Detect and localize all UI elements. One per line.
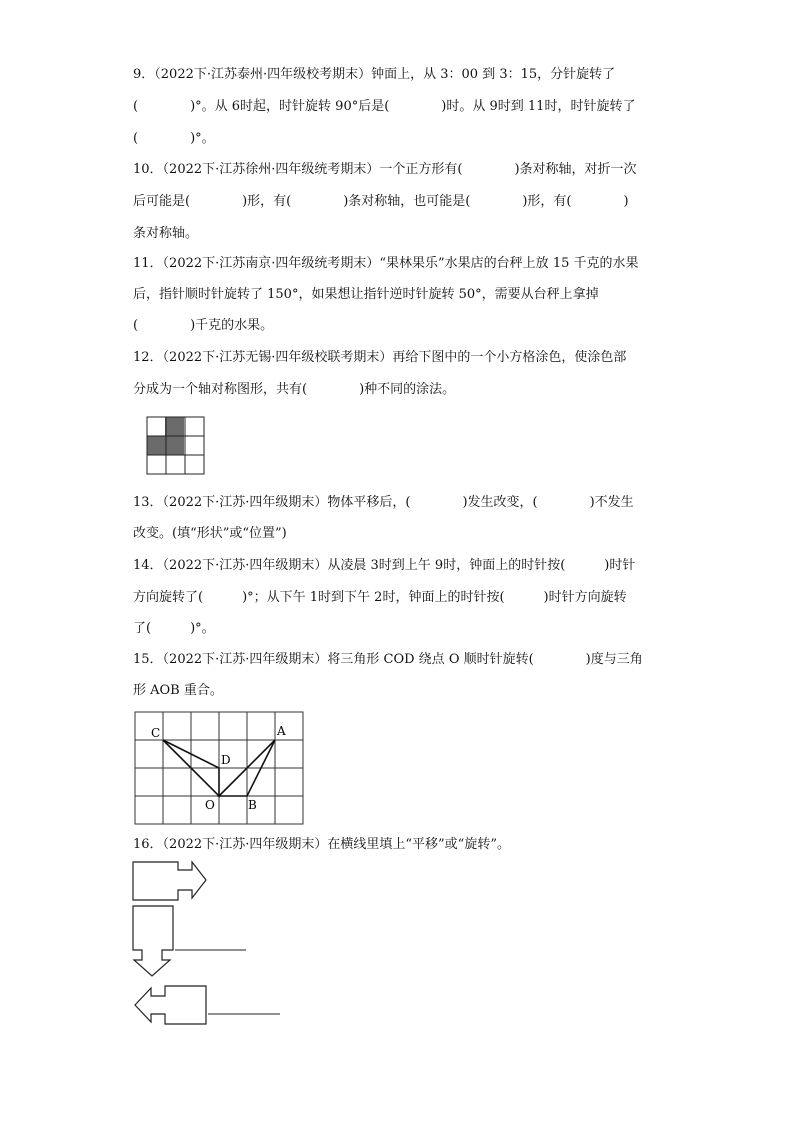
q16-movement-figures — [130, 858, 290, 1030]
q11-line-2: 后，指针顺时针旋转了 150°，如果想让指针逆时针旋转 50°，需要从台秤上拿掉 — [133, 287, 599, 302]
label-b: B — [248, 798, 257, 812]
shaded-cell-top-middle — [165, 417, 184, 436]
q9-line-2: ( )°。从 6时起，时针旋转 90°后是( )时。从 9时到 11时，时针旋转了 — [133, 99, 636, 114]
shape-rectangle-right-arrow — [133, 862, 206, 900]
shape-rectangle-left-arrow — [135, 986, 206, 1024]
label-d: D — [221, 753, 231, 767]
q15-line-2: 形 AOB 重合。 — [133, 683, 223, 698]
q11-line-1: 11．（2022下·江苏南京·四年级统考期末）“果林果乐”水果店的台秤上放 15 千克的水果 — [133, 256, 639, 271]
q12-line-2: 分成为一个轴对称图形，共有( )种不同的涂法。 — [133, 382, 456, 397]
shaded-cell-middle-middle — [165, 436, 184, 455]
q9-line-1: 9．（2022下·江苏泰州·四年级校考期末）钟面上，从 3：00 到 3：15，分针旋转了 — [133, 67, 616, 82]
q14-line-3: 了( )°。 — [133, 621, 215, 636]
q13-line-1: 13．（2022下·江苏·四年级期末）物体平移后，( )发生改变，( )不发生 — [133, 495, 634, 510]
q10-line-2: 后可能是( )形，有( )条对称轴，也可能是( )形，有( ) — [133, 194, 629, 209]
q12-line-1: 12．（2022下·江苏无锡·四年级校联考期末）再给下图中的一个小方格涂色，使涂色部 — [133, 350, 627, 365]
q15-rotation-figure — [134, 711, 304, 825]
label-o: O — [205, 798, 215, 812]
q16-line-1: 16．（2022下·江苏·四年级期末）在横线里填上“平移”或“旋转”。 — [133, 837, 510, 852]
label-c: C — [151, 726, 161, 740]
shaded-cell-middle-left — [147, 436, 166, 455]
q10-line-1: 10．（2022下·江苏徐州·四年级统考期末）一个正方形有( )条对称轴，对折一次 — [133, 162, 637, 177]
q12-grid-figure — [146, 416, 206, 476]
q9-line-3: ( )°。 — [133, 131, 215, 146]
q13-line-2: 改变。(填“形状”或“位置”) — [133, 526, 287, 541]
shape-rectangle-down-arrow — [133, 906, 173, 976]
q14-line-2: 方向旋转了( )°；从下午 1时到下午 2时，钟面上的时针按( )时针方向旋转 — [133, 590, 627, 605]
q11-line-3: ( )千克的水果。 — [133, 318, 274, 333]
q14-line-1: 14．（2022下·江苏·四年级期末）从凌晨 3时到上午 9时，钟面上的时针按( )时针 — [133, 558, 636, 573]
q15-line-1: 15．（2022下·江苏·四年级期末）将三角形 COD 绕点 O 顺时针旋转( )度与三角 — [133, 652, 643, 667]
q10-line-3: 条对称轴。 — [133, 226, 199, 241]
label-a: A — [277, 724, 286, 738]
